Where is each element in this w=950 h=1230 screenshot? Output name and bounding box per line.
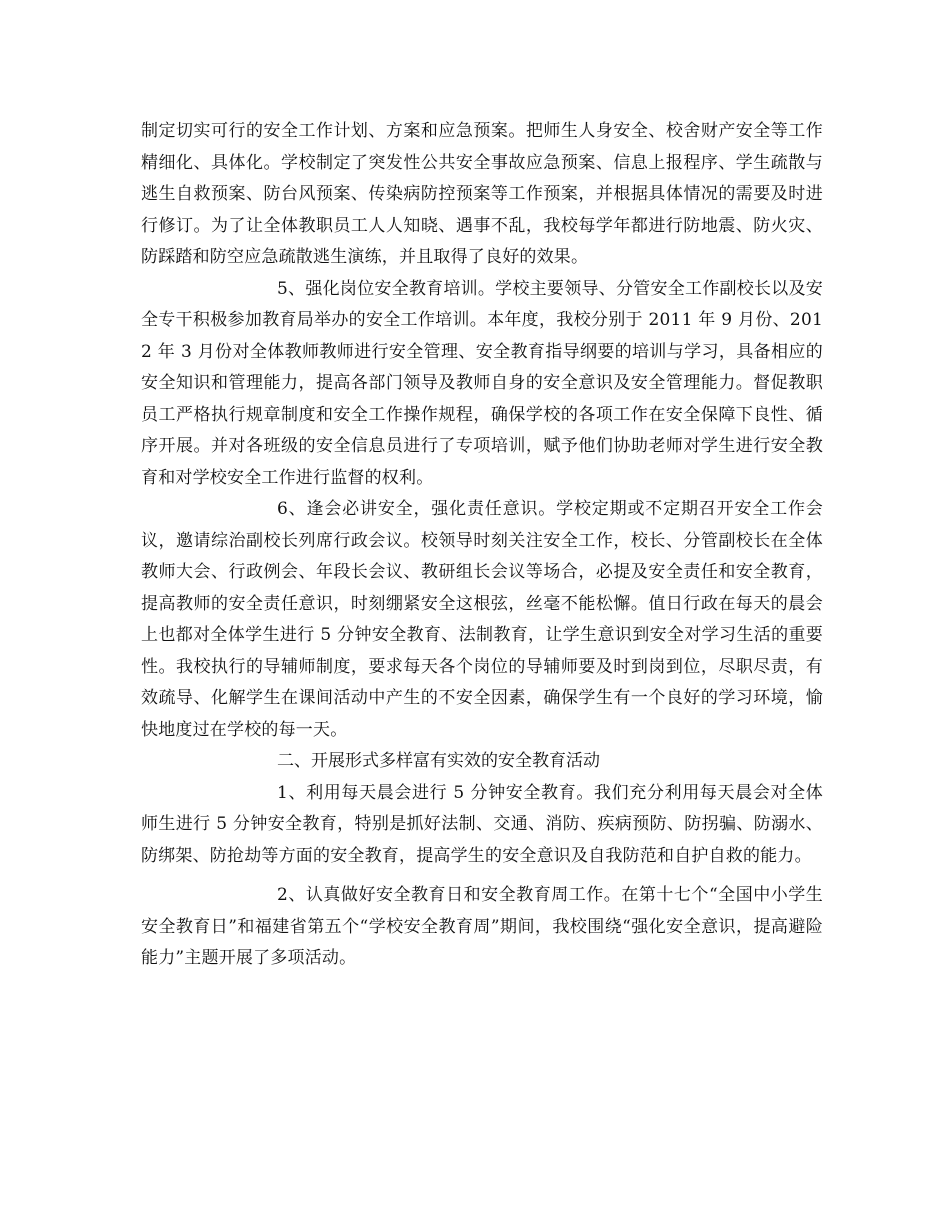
paragraph-safety-week: 2、认真做好安全教育日和安全教育周工作。在第十七个“全国中小学生安全教育日”和福建省第五个“学校安全教育周”期间，我校围绕“强化安全意识，提高避险能力”主题开展了多项活动。	[141, 885, 823, 968]
paragraph-emergency-plans: 制定切实可行的安全工作计划、方案和应急预案。把师生人身安全、校舍财产安全等工作精细化、具体化。学校制定了突发性公共安全事故应急预案、信息上报程序、学生疏散与逃生自救预案、防台风预案、传染病防控预案等工作预案，并根据具体情况的需要及时进行修订。为了让全体教职员工人人知晓、遇事不乱，我校每学年都进行防地震、防火灾、防踩踏和防空应急疏散逃生演练，并且取得了良好的效果。	[141, 121, 823, 267]
document-body	[141, 116, 823, 975]
paragraph-morning-assembly: 1、利用每天晨会进行 5 分钟安全教育。我们充分利用每天晨会对全体师生进行 5 分钟安全教育，特别是抓好法制、交通、消防、疾病预防、防拐骗、防溺水、防绑架、防抢劫等方面的安全教育，提高学生的安全意识及自我防范和自护自救的能力。	[141, 782, 823, 866]
paragraph-gap	[141, 872, 823, 880]
paragraph-meeting-safety: 6、逢会必讲安全，强化责任意识。学校定期或不定期召开安全工作会议，邀请综治副校长列席行政会议。校领导时刻关注安全工作，校长、分管副校长在全体教师大会、行政例会、年段长会议、教研组长会议等场合，必提及安全责任和安全教育，提高教师的安全责任意识，时刻绷紧安全这根弦，丝毫不能松懈。值日行政在每天的晨会上也都对全体学生进行 5 分钟安全教育、法制教育，让学生意识到安全对学习生活的重要性。我校执行的导辅师制度，要求每天各个岗位的导辅师要及时到岗到位，尽职尽责，有效疏导、化解学生在课间活动中产生的不安全因素，确保学生有一个良好的学习环境，愉快地度过在学校的每一天。	[141, 499, 823, 740]
section-heading: 二、开展形式多样富有实效的安全教育活动	[277, 751, 600, 771]
paragraph-safety-training: 5、强化岗位安全教育培训。学校主要领导、分管安全工作副校长以及安全专干积极参加教育局举办的安全工作培训。本年度，我校分别于 2011 年 9 月份、2012 年 3 月份对全体教师教师进行安全管理、安全教育指导纲要的培训与学习，具备相应的安全知识和管理能力，提高各部门领导及教师自身的安全意识及安全管理能力。督促教职员工严格执行规章制度和安全工作操作规程，确保学校的各项工作在安全保障下良性、循序开展。并对各班级的安全信息员进行了专项培训，赋予他们协助老师对学生进行安全教育和对学校安全工作进行监督的权利。	[141, 278, 823, 488]
